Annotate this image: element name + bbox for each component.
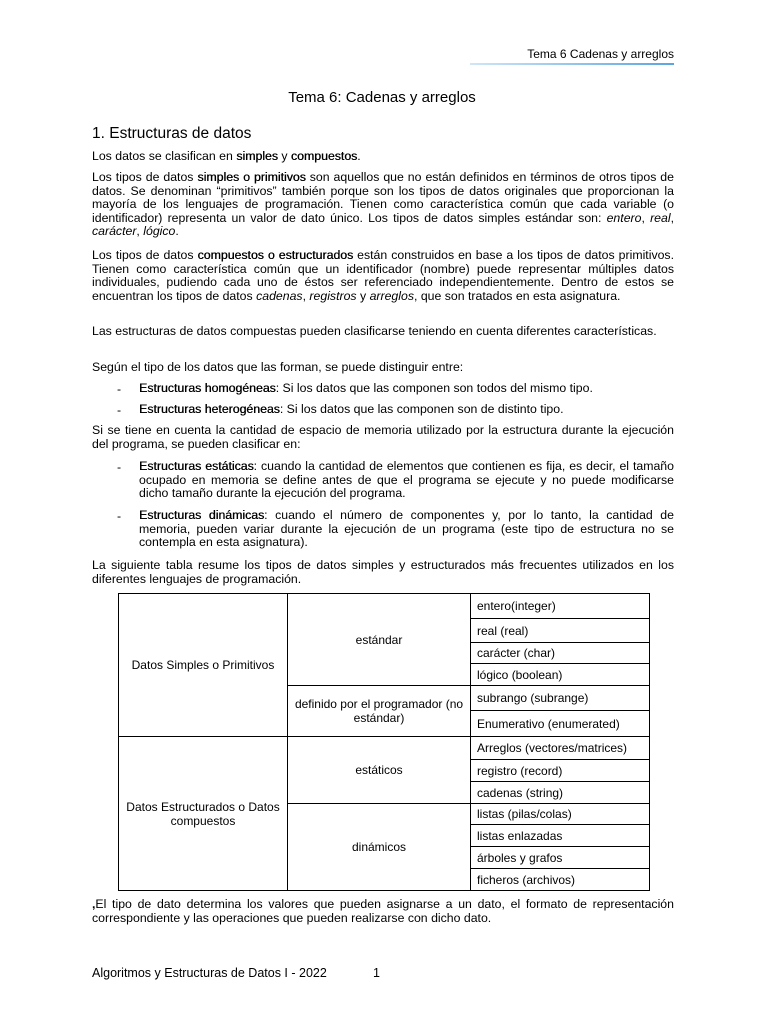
footer-course: Algoritmos y Estructuras de Datos I - 2022 <box>92 966 327 980</box>
term-simples-primitivos: simples o primitivos <box>197 170 306 184</box>
type-cell: real (real) <box>471 619 650 643</box>
list-dash: - <box>117 382 122 396</box>
subgroup-cell-dinamicos: dinámicos <box>288 804 471 891</box>
paragraph-8: ,El tipo de dato determina los valores que pueden asignarse a un dato, el formato de representación correspondiente y las operaciones que pueden realizarse con dicho dato. <box>92 897 674 925</box>
paragraph-5: Según el tipo de los datos que las forman, se puede distinguir entre: <box>92 360 464 374</box>
subgroup-cell-no-estandar: definido por el programador (no estándar) <box>288 686 471 737</box>
paragraph-7: La siguiente tabla resume los tipos de datos simples y estructurados más frecuentes utilizados en los diferentes lenguajes de programación. <box>92 558 674 586</box>
data-types-table <box>118 593 650 891</box>
paragraph-4: Las estructuras de datos compuestas pueden clasificarse teniendo en cuenta diferentes características. <box>92 324 657 338</box>
header-rule <box>470 63 674 65</box>
type-cell: listas enlazadas <box>471 825 650 847</box>
type-cell: entero(integer) <box>471 594 650 619</box>
list-item: Estructuras estáticas: cuando la cantidad de elementos que contienen es fija, es decir, el tamaño ocupado en memoria se define antes de que el programa se ejecute y no puede modificarse dicho tamaño durante la ejecución del programa. <box>139 459 674 501</box>
page-title: Tema 6: Cadenas y arreglos <box>288 89 476 106</box>
running-header: Tema 6 Cadenas y arreglos <box>527 47 674 61</box>
paragraph-3: Los tipos de datos compuestos o estructurados están construidos en base a los tipos de datos primitivos. Tienen como característica común que un identificador (nombre) puede representar múltiples datos individuales, pudiendo cada uno de éstos ser referenciado independientemente. Dentro de estos se encuentran los tipos de datos cadenas, registros y arreglos, que son tratados en esta asignatura. <box>92 248 674 303</box>
term-simples: simples <box>236 149 278 163</box>
paragraph-1: Los datos se clasifican en simples y compuestos. <box>92 149 361 163</box>
paragraph-2: Los tipos de datos simples o primitivos son aquellos que no están definidos en términos de otros tipos de datos. Se denominan “primitivos” también porque son los tipos de datos originales que proporcionan la mayoría de los lenguajes de programación. Tienen como característica común que cada variable (o identificador) representa un valor de dato único. Los tipos de datos simples estándar son: entero, real, carácter, lógico. <box>92 170 674 239</box>
list-dash: - <box>117 403 122 417</box>
subgroup-cell-estaticos: estáticos <box>288 737 471 804</box>
list-dash: - <box>117 460 122 474</box>
type-cell: lógico (boolean) <box>471 664 650 686</box>
type-cell: subrango (subrange) <box>471 686 650 711</box>
type-cell: ficheros (archivos) <box>471 869 650 891</box>
group-cell-simples: Datos Simples o Primitivos <box>119 594 288 737</box>
term-compuestos: compuestos <box>290 149 358 163</box>
type-cell: carácter (char) <box>471 643 650 664</box>
type-cell: listas (pilas/colas) <box>471 804 650 825</box>
subgroup-cell-estandar: estándar <box>288 594 471 686</box>
list-item: Estructuras heterogéneas: Si los datos que las componen son de distinto tipo. <box>139 402 564 416</box>
list-dash: - <box>117 509 122 523</box>
group-cell-estructurados: Datos Estructurados o Datos compuestos <box>119 737 288 891</box>
list-item: Estructuras dinámicas: cuando el número de componentes y, por lo tanto, la cantidad de memoria, pueden variar durante la ejecución de un programa (este tipo de estructura no se contempla en esta asignatura). <box>139 508 674 550</box>
type-cell: Arreglos (vectores/matrices) <box>471 737 650 760</box>
type-cell: cadenas (string) <box>471 782 650 804</box>
section-heading: 1. Estructuras de datos <box>92 125 252 142</box>
type-cell: Enumerativo (enumerated) <box>471 711 650 737</box>
type-cell: árboles y grafos <box>471 847 650 869</box>
footer-page-number: 1 <box>373 966 380 980</box>
list-item: Estructuras homogéneas: Si los datos que las componen son todos del mismo tipo. <box>139 381 593 395</box>
term-compuestos-estructurados: compuestos o estructurados <box>197 248 354 262</box>
paragraph-6: Si se tiene en cuenta la cantidad de espacio de memoria utilizado por la estructura durante la ejecución del programa, se pueden clasificar en: <box>92 423 674 451</box>
type-cell: registro (record) <box>471 760 650 782</box>
